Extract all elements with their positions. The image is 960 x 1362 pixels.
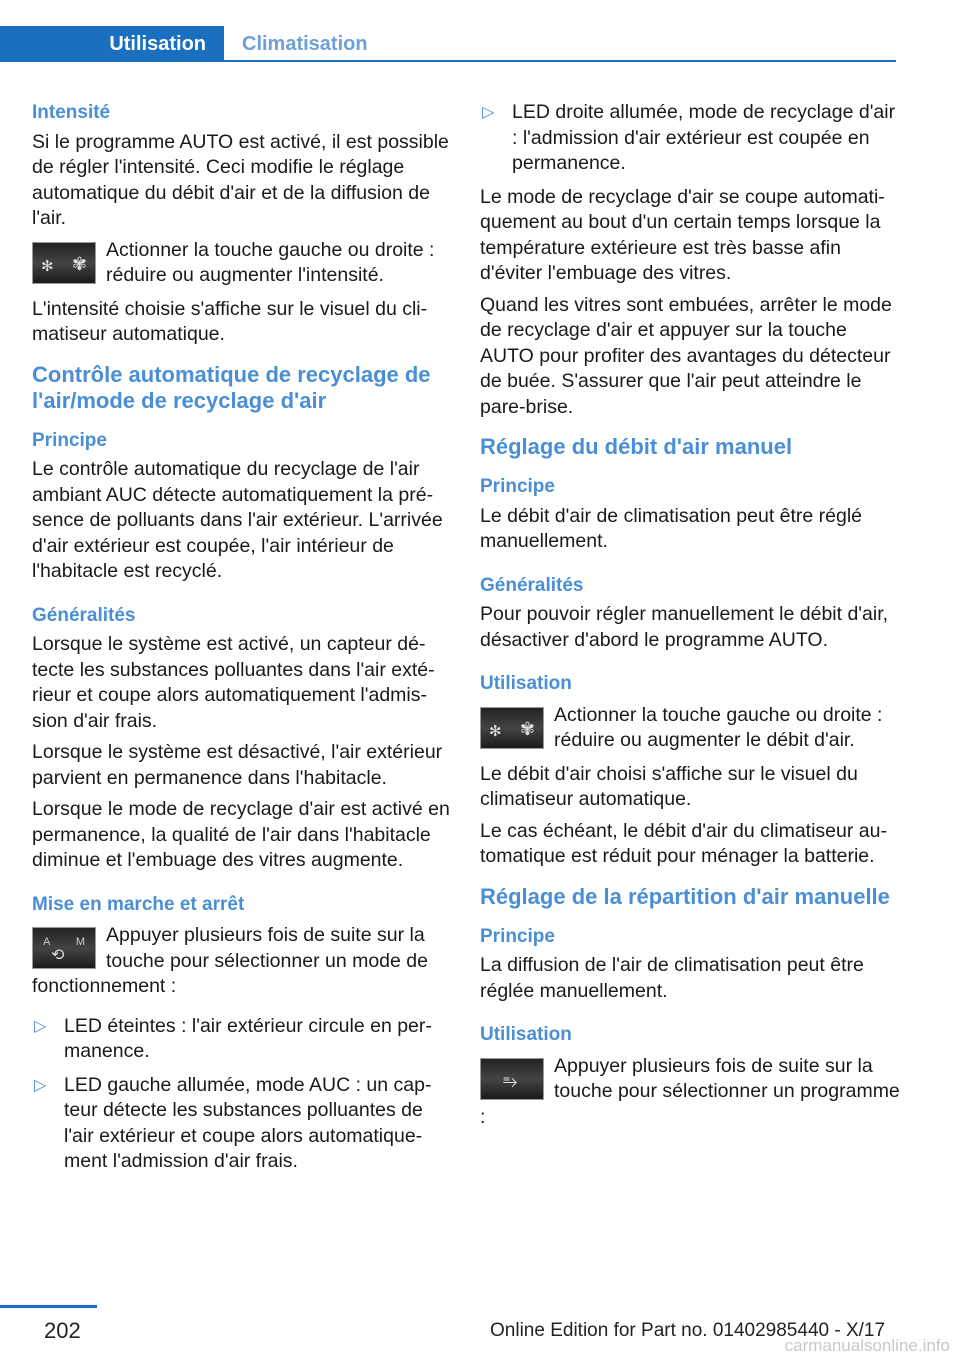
button-instruction <box>32 923 452 1000</box>
heading-principe: Principe <box>480 476 555 497</box>
heading-debit-manuel: Réglage du débit d'air manuel <box>480 434 793 459</box>
heading-repartition: Réglage de la répartition d'air manuelle <box>480 883 890 909</box>
fan-large-icon: ✾ <box>519 718 535 739</box>
heading-generalites: Généralités <box>32 604 136 626</box>
paragraph: Le débit d'air choisi s'affiche sur le visuel du climatiseur automatique. <box>480 762 858 810</box>
paragraph: L'intensité choisie s'affiche sur le visuel du climatiseur automatique. <box>32 297 428 345</box>
paragraph: Pour pouvoir régler manuellement le débit d'air, désactiver d'abord le programme AUTO. <box>480 603 889 651</box>
seat-airflow-icon: ⥱ <box>503 1070 518 1091</box>
header-divider <box>224 60 896 62</box>
paragraph: Lorsque le mode de recyclage d'air est activé en permanence, la qualité de l'air dans l'habitacle diminue et l'embuage des vitres augmente. <box>32 798 450 871</box>
list-item: ▷ LED éteintes : l'air extérieur circule en permanence. <box>34 1014 432 1062</box>
fan-small-icon: ✻ <box>41 257 54 275</box>
heading-intensite: Intensité <box>32 102 111 123</box>
car-recirculation-icon: ⟲ <box>51 947 65 964</box>
heading-utilisation: Utilisation <box>480 1024 572 1045</box>
paragraph: Le contrôle automatique du recyclage de l'air ambiant AUC détecte automatiquement la présence de polluants dans l'air extérieur. L'arrivée d'air extérieur est coupée, l'air intérieur de l'habitacle est recyclé. <box>32 458 443 582</box>
page-header <box>0 0 960 62</box>
heading-principe: Principe <box>480 925 555 947</box>
list-item: ▷ LED droite allumée, mode de recyclage d'air : l'admission d'air extérieur est coupée en permanence. <box>482 101 896 174</box>
label-a: A <box>43 936 51 948</box>
left-column <box>32 100 452 1183</box>
heading-utilisation: Utilisation <box>480 673 572 694</box>
mode-list <box>32 1014 452 1175</box>
edition-text: Online Edition for Part no. 01402985440 - X/17 <box>490 1320 886 1341</box>
paragraph: Si le programme AUTO est activé, il est possible de régler l'intensité. Ceci modifie le réglage automatique du débit d'air et de la diffusion de l'air. <box>32 130 449 229</box>
heading-generalites: Généralités <box>480 574 584 596</box>
button-instruction-text: Appuyer plusieurs fois de suite sur la touche pour sélectionner un mode de fonctionnement : <box>32 924 428 997</box>
paragraph: Le débit d'air de climatisation peut être réglé manuellement. <box>480 504 863 552</box>
button-instruction <box>480 703 900 754</box>
heading-recyclage: Contrôle automatique de recyclage de l'air/mode de recyclage d'air <box>32 361 431 413</box>
mode-list-continued <box>480 100 900 177</box>
footer-divider <box>0 1305 97 1308</box>
tab-climatisation[interactable]: Climatisation <box>242 33 368 55</box>
tab-utilisation[interactable]: Utilisation <box>0 26 224 62</box>
button-instruction-text: Actionner la touche gauche ou droite : réduire ou augmenter l'intensité. <box>106 238 435 286</box>
list-item: ▷ LED gauche allumée, mode AUC : un capteur détecte les substances polluantes de l'air extérieur et coupe alors automatiquement l'admission d'air frais. <box>34 1073 432 1172</box>
label-m: M <box>75 936 85 948</box>
paragraph: Quand les vitres sont embuées, arrêter le mode de recyclage d'air et appuyer sur la touche AUTO pour profiter des avantages du détecteur de buée. S'assurer que l'air peut atteindre le pare-brise. <box>480 293 892 418</box>
heading-mise-en-marche: Mise en marche et arrêt <box>32 893 245 915</box>
triangle-bullet-icon: ▷ <box>34 1017 47 1035</box>
paragraph: Le mode de recyclage d'air se coupe automatiquement au bout d'un certain temps lorsque la température extérieure est très basse afin d'éviter l'embuage des vitres. <box>480 185 885 284</box>
triangle-bullet-icon: ▷ <box>482 104 495 121</box>
heading-principe: Principe <box>32 429 107 451</box>
paragraph: Lorsque le système est désactivé, l'air extérieur parvient en permanence dans l'habitacle. <box>32 741 443 789</box>
button-instruction <box>32 238 452 289</box>
triangle-bullet-icon: ▷ <box>34 1076 47 1094</box>
button-instruction-text: Actionner la touche gauche ou droite : réduire ou augmenter le débit d'air. <box>554 703 883 751</box>
recirculation-button-image <box>32 927 96 969</box>
right-column <box>480 100 900 1144</box>
fan-button-image <box>32 242 96 284</box>
air-distribution-button-image <box>480 1058 544 1100</box>
watermark: carmanualsonline.info <box>784 1336 950 1355</box>
paragraph: Le cas échéant, le débit d'air du climatiseur automatique est réduit pour ménager la batterie. <box>480 819 887 867</box>
button-instruction <box>480 1054 900 1131</box>
paragraph: Lorsque le système est activé, un capteur détecte les substances polluantes dans l'air extérieur et coupe alors automatiquement l'admission d'air frais. <box>32 633 435 732</box>
fan-button-image <box>480 707 544 749</box>
fan-large-icon: ✾ <box>71 253 87 274</box>
button-instruction-text: Appuyer plusieurs fois de suite sur la touche pour sélectionner un programme : <box>480 1054 900 1128</box>
page-number: 202 <box>44 1318 81 1343</box>
fan-small-icon: ✻ <box>489 722 502 740</box>
paragraph: La diffusion de l'air de climatisation peut être réglée manuellement. <box>480 954 864 1002</box>
